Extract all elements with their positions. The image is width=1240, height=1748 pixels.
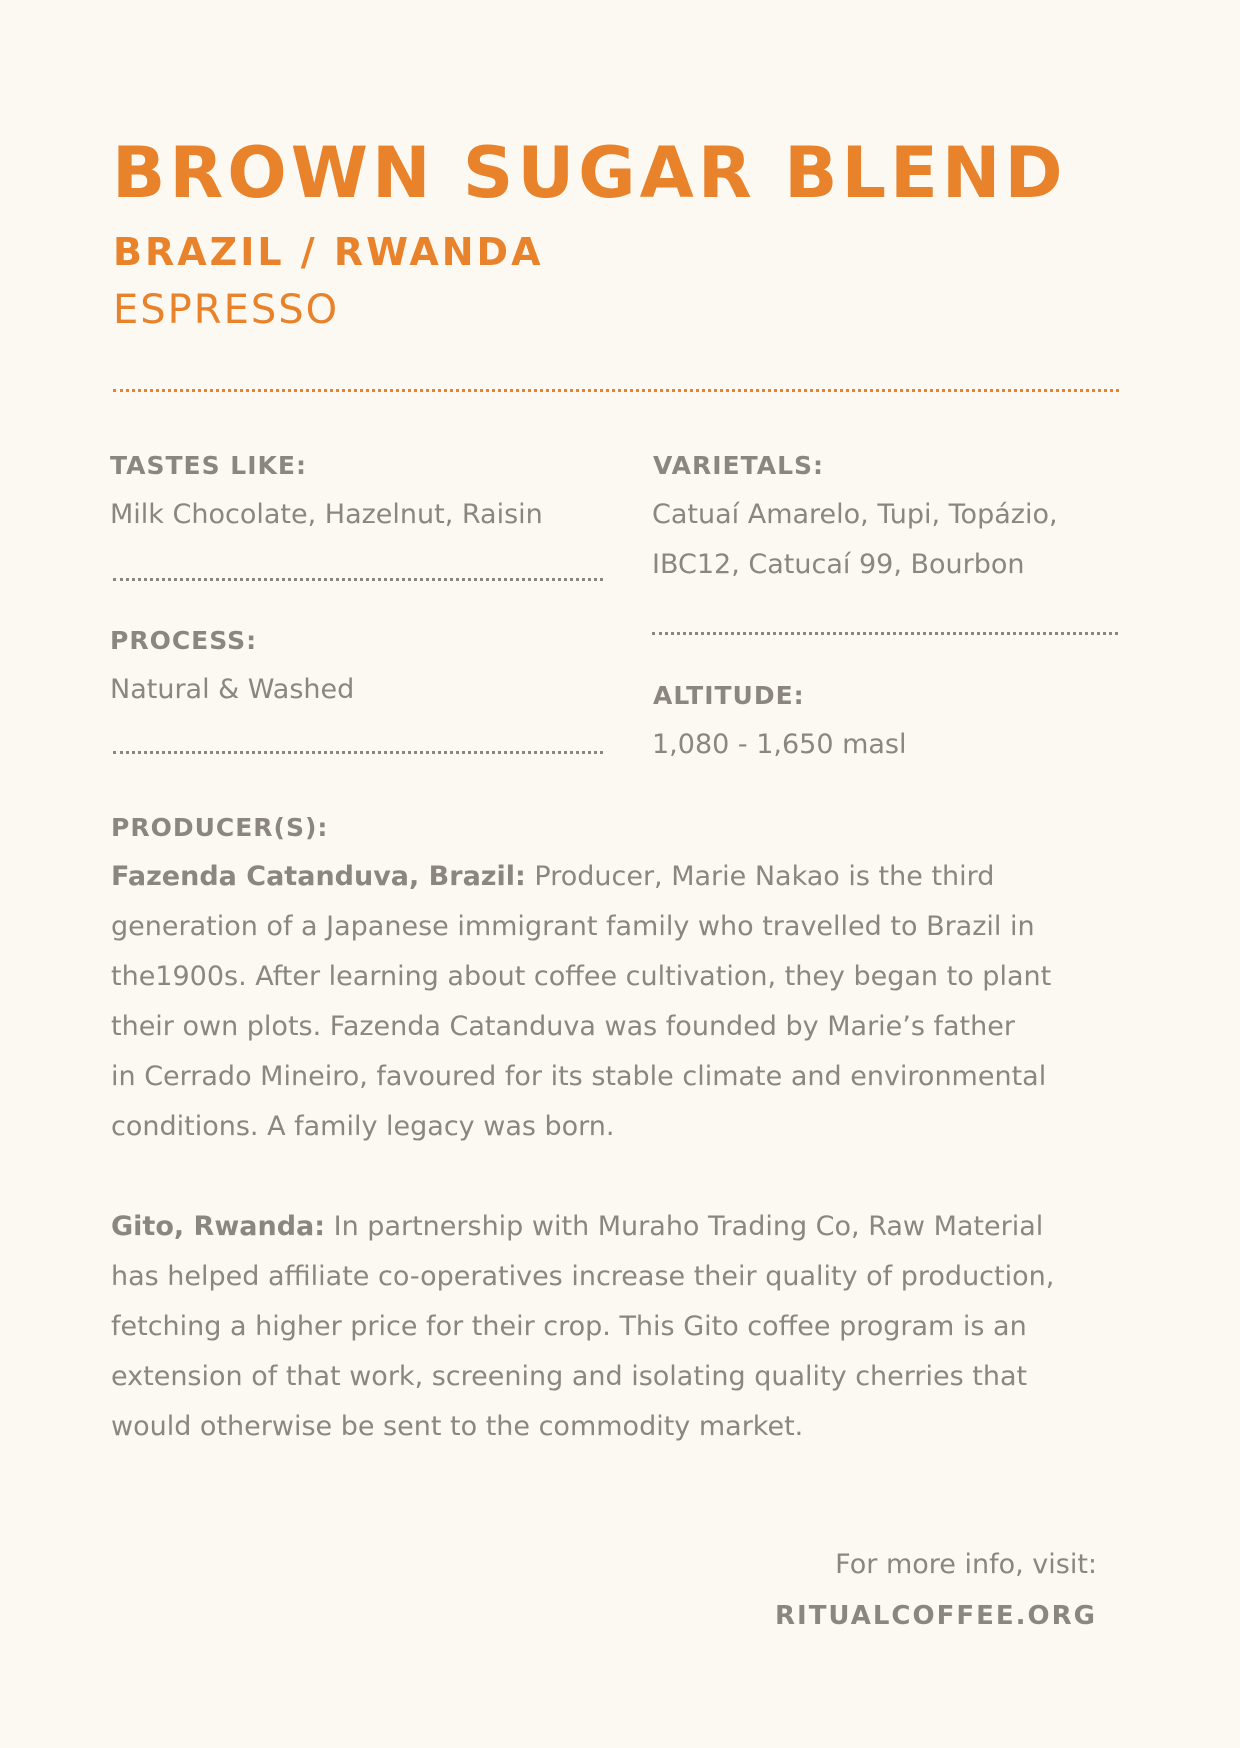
producer-rwanda-line-2: has helped affiliate co-operatives increase their quality of production,	[111, 1261, 1055, 1292]
producer-brazil-line-1	[111, 852, 1121, 902]
producer-brazil-line-2: generation of a Japanese immigrant family who travelled to Brazil in	[111, 911, 1035, 942]
varietals-value-line-1: Catuaí Amarelo, Tupi, Topázio,	[652, 499, 1058, 530]
varietals-label: VARIETALS:	[653, 451, 825, 480]
process-divider	[113, 751, 603, 754]
varietals-value-line-2: IBC12, Catucaí 99, Bourbon	[652, 549, 1025, 580]
producer-rwanda-line-1	[111, 1202, 1121, 1252]
producer-brazil-paragraph	[111, 852, 1121, 1152]
brew-style: ESPRESSO	[113, 287, 340, 333]
producer-rwanda-line-4: extension of that work, screening and isolating quality cherries that	[111, 1361, 1028, 1392]
producer-rwanda-line-5: would otherwise be sent to the commodity market.	[111, 1411, 804, 1442]
product-title: BROWN SUGAR BLEND	[112, 132, 1067, 214]
producer-brazil-line-6: conditions. A family legacy was born.	[111, 1111, 615, 1142]
producer-rwanda-line-3: fetching a higher price for their crop. This Gito coffee program is an	[111, 1311, 1027, 1342]
producer-rwanda-paragraph	[111, 1202, 1121, 1452]
process-value: Natural & Washed	[110, 674, 355, 705]
altitude-label: ALTITUDE:	[653, 681, 805, 710]
website-link[interactable]: RITUALCOFFEE.ORG	[775, 1601, 1097, 1631]
origin-subtitle: BRAZIL / RWANDA	[113, 230, 544, 274]
tastes-value: Milk Chocolate, Hazelnut, Raisin	[110, 499, 543, 530]
altitude-value: 1,080 - 1,650 masl	[652, 729, 907, 760]
producer-brazil-line-3: the1900s. After learning about coffee cultivation, they began to plant	[111, 961, 1052, 992]
varietals-divider	[652, 632, 1118, 635]
producers-label: PRODUCER(S):	[111, 813, 329, 842]
tastes-divider	[113, 578, 603, 581]
footer-info-text: For more info, visit:	[835, 1549, 1097, 1580]
tastes-label: TASTES LIKE:	[110, 451, 307, 480]
process-label: PROCESS:	[110, 626, 258, 655]
header-divider	[113, 389, 1119, 392]
producer-brazil-line-5: in Cerrado Mineiro, favoured for its stable climate and environmental	[111, 1061, 1047, 1092]
producer-brazil-line-4: their own plots. Fazenda Catanduva was founded by Marie’s father	[111, 1011, 1015, 1042]
producer-brazil-text: Producer, Marie Nakao is the third	[525, 861, 995, 892]
producer-rwanda-name: Gito, Rwanda:	[111, 1211, 326, 1242]
producer-brazil-name: Fazenda Catanduva, Brazil:	[111, 861, 526, 892]
producer-rwanda-text: In partnership with Muraho Trading Co, Raw Material	[325, 1211, 1044, 1242]
